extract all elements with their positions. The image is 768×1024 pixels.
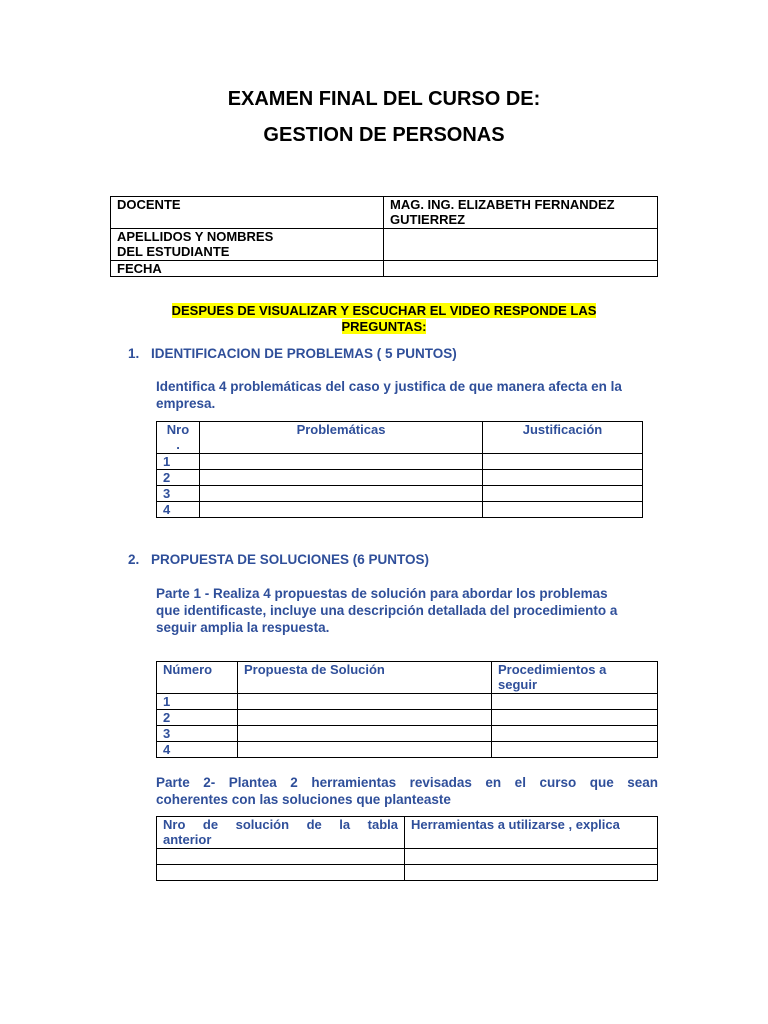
col-nro	[157, 422, 200, 454]
col-herramientas: Herramientas a utilizarse , explica	[405, 817, 658, 849]
table-row	[157, 502, 643, 518]
estudiante-label-line1: APELLIDOS Y NOMBRES	[117, 229, 274, 244]
q2-part2	[156, 774, 658, 808]
propuesta-cell[interactable]	[238, 694, 492, 710]
q2-part2-line1: Parte 2- Plantea 2 herramientas revisadas en el curso que sean	[156, 775, 658, 790]
herramienta-cell[interactable]	[405, 849, 658, 865]
instruction-line2: PREGUNTAS:	[341, 319, 427, 334]
problematica-cell[interactable]	[200, 454, 483, 470]
docente-value	[384, 197, 658, 229]
problematica-cell[interactable]	[200, 502, 483, 518]
procedimiento-cell[interactable]	[492, 742, 658, 758]
solutions-table	[156, 661, 658, 758]
q1-prompt	[156, 378, 656, 412]
row-number: 1	[157, 694, 238, 710]
q1-prompt-line2: empresa.	[156, 396, 216, 411]
table-row	[157, 694, 658, 710]
docente-label: DOCENTE	[111, 197, 384, 229]
q1-heading: IDENTIFICACION DE PROBLEMAS ( 5 PUNTOS)	[151, 346, 457, 361]
row-number: 2	[157, 710, 238, 726]
q1-number: 1.	[128, 346, 140, 361]
table-row	[157, 726, 658, 742]
q2-part1-line2: que identificaste, incluye una descripción detallada del procedimiento a	[156, 603, 618, 618]
q2-part1	[156, 585, 658, 636]
procedimiento-cell[interactable]	[492, 694, 658, 710]
col-procedimientos	[492, 662, 658, 694]
q1-prompt-line1: Identifica 4 problemáticas del caso y justifica de que manera afecta en la	[156, 379, 622, 394]
table-row	[157, 849, 658, 865]
q2-part2-line2: coherentes con las soluciones que planteaste	[156, 792, 451, 807]
row-number: 4	[157, 502, 200, 518]
table-row	[157, 470, 643, 486]
justificacion-cell[interactable]	[483, 454, 643, 470]
row-number: 3	[157, 486, 200, 502]
propuesta-cell[interactable]	[238, 710, 492, 726]
justificacion-cell[interactable]	[483, 502, 643, 518]
col-nro-solucion	[157, 817, 405, 849]
table-row	[157, 865, 658, 881]
table-row	[157, 486, 643, 502]
row-number: 4	[157, 742, 238, 758]
col-procedimientos-line1: Procedimientos a	[498, 662, 607, 677]
col-procedimientos-line2: seguir	[498, 677, 538, 692]
col-justificacion: Justificación	[483, 422, 643, 454]
tools-table	[156, 816, 658, 881]
q2-heading: PROPUESTA DE SOLUCIONES (6 PUNTOS)	[151, 552, 430, 567]
col-nro-line2: .	[176, 437, 180, 452]
col-numero: Número	[157, 662, 238, 694]
propuesta-cell[interactable]	[238, 726, 492, 742]
solucion-cell[interactable]	[157, 865, 405, 881]
estudiante-value[interactable]	[384, 229, 658, 261]
herramienta-cell[interactable]	[405, 865, 658, 881]
q2-number: 2.	[128, 552, 140, 567]
justificacion-cell[interactable]	[483, 470, 643, 486]
fecha-value[interactable]	[384, 261, 658, 277]
table-row	[157, 454, 643, 470]
procedimiento-cell[interactable]	[492, 710, 658, 726]
col-problematicas: Problemáticas	[200, 422, 483, 454]
problematica-cell[interactable]	[200, 486, 483, 502]
row-number: 3	[157, 726, 238, 742]
solucion-cell[interactable]	[157, 849, 405, 865]
col-nro-solucion-line1: Nro de solución de la tabla	[163, 817, 398, 832]
propuesta-cell[interactable]	[238, 742, 492, 758]
col-nro-solucion-line2: anterior	[163, 832, 212, 847]
justificacion-cell[interactable]	[483, 486, 643, 502]
problems-table	[156, 421, 643, 518]
info-table	[110, 196, 658, 277]
row-number: 1	[157, 454, 200, 470]
exam-title: EXAMEN FINAL DEL CURSO DE:	[227, 88, 541, 110]
row-number: 2	[157, 470, 200, 486]
docente-value-line1: MAG. ING. ELIZABETH FERNANDEZ	[390, 197, 615, 212]
q2-part1-line3: seguir amplia la respuesta.	[156, 620, 330, 635]
problematica-cell[interactable]	[200, 470, 483, 486]
procedimiento-cell[interactable]	[492, 726, 658, 742]
table-row	[157, 742, 658, 758]
docente-value-line2: GUTIERREZ	[390, 212, 466, 227]
q2-part1-line1: Parte 1 - Realiza 4 propuestas de solución para abordar los problemas	[156, 586, 608, 601]
table-row	[157, 710, 658, 726]
col-nro-line1: Nro	[166, 422, 190, 437]
estudiante-label-line2: DEL ESTUDIANTE	[117, 244, 230, 259]
col-propuesta: Propuesta de Solución	[238, 662, 492, 694]
estudiante-label	[111, 229, 384, 261]
course-title: GESTION DE PERSONAS	[263, 124, 505, 146]
fecha-label: FECHA	[111, 261, 384, 277]
instruction	[110, 303, 658, 335]
instruction-line1: DESPUES DE VISUALIZAR Y ESCUCHAR EL VIDEO RESPONDE LAS	[171, 303, 597, 318]
